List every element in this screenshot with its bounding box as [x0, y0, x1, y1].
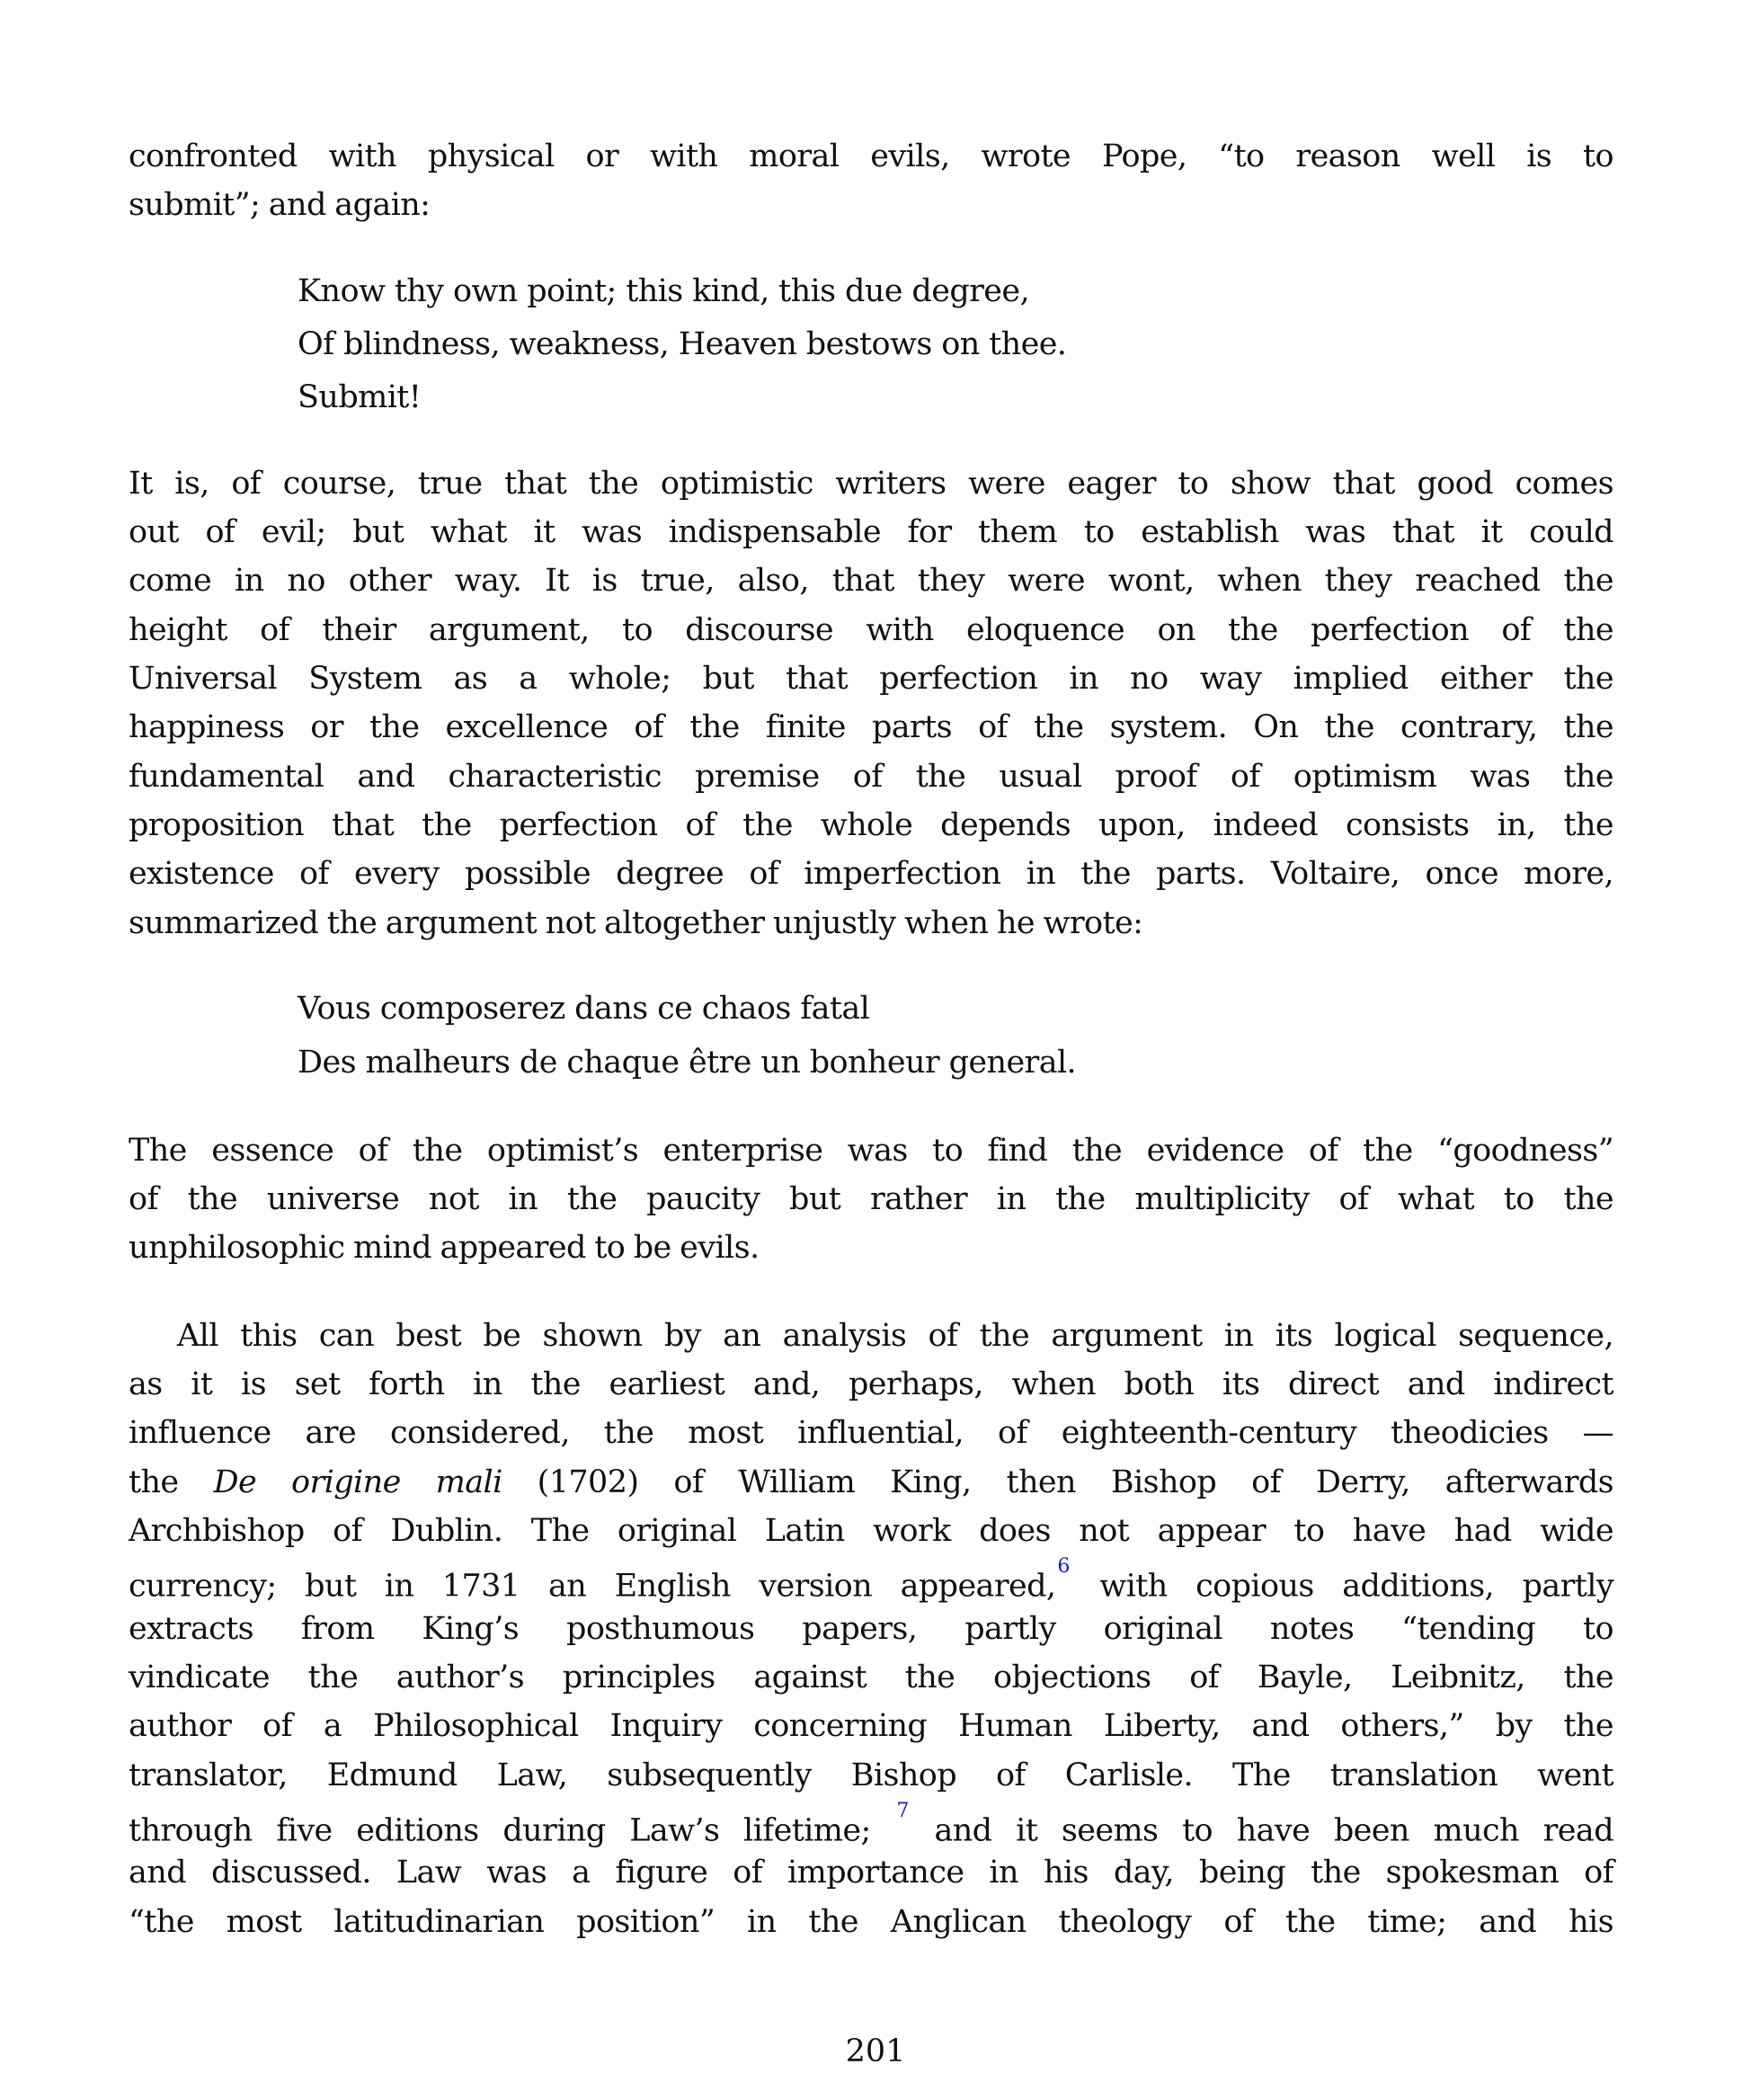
text-line: out of evil; but what it was indispensable for them to establish was that it could [129, 514, 1613, 550]
book-title-italic: De origine mali [213, 1464, 502, 1500]
verse-line: Vous composerez dans ce chaos fatal [298, 991, 870, 1027]
text-run: with copious additions, partly [1099, 1568, 1613, 1605]
text-line: height of their argument, to discourse with eloquence on the perfection of the [129, 612, 1613, 648]
verse-line: Submit! [298, 379, 422, 415]
text-line: summarized the argument not altogether unjustly when he wrote: [129, 905, 1143, 941]
text-line: fundamental and characteristic premise of the usual proof of optimism was the [129, 759, 1613, 795]
text-line: Universal System as a whole; but that perfection in no way implied either the [129, 661, 1613, 697]
text-line: author of a Philosophical Inquiry concerning Human Liberty, and others,” by the [129, 1708, 1613, 1744]
text-run: the [129, 1464, 179, 1500]
verse-line: Know thy own point; this kind, this due degree, [298, 273, 1030, 309]
text-line: come in no other way. It is true, also, that they were wont, when they reached the [129, 563, 1613, 599]
footnote-link-6[interactable]: 6 [1057, 1555, 1070, 1578]
text-line: vindicate the author’s principles against the objections of Bayle, Leibnitz, the [129, 1660, 1613, 1695]
text-line: happiness or the excellence of the finite parts of the system. On the contrary, the [129, 709, 1613, 745]
text-run: through five editions during Law’s lifetime; [129, 1812, 871, 1849]
text-line: translator, Edmund Law, subsequently Bishop of Carlisle. The translation went [129, 1757, 1613, 1793]
footnote-link-7[interactable]: 7 [896, 1800, 909, 1822]
text-line: submit”; and again: [129, 187, 431, 223]
text-line: Archbishop of Dublin. The original Latin work does not appear to have had wide [129, 1513, 1613, 1549]
text-line: The essence of the optimist’s enterprise was to find the evidence of the “goodness” [129, 1133, 1613, 1169]
verse-line: Des malheurs de chaque être un bonheur general. [298, 1045, 1077, 1081]
text-run: currency; but in 1731 an English version appeared, [129, 1568, 1056, 1605]
text-line: extracts from King’s posthumous papers, partly original notes “tending to [129, 1611, 1613, 1647]
text-line: All this can best be shown by an analysis of the argument in its logical sequence, [177, 1318, 1613, 1354]
text-line: as it is set forth in the earliest and, perhaps, when both its direct and indirect [129, 1366, 1613, 1402]
page-number: 201 [845, 2033, 906, 2069]
text-line: existence of every possible degree of imperfection in the parts. Voltaire, once more, [129, 856, 1613, 892]
text-line: and discussed. Law was a figure of importance in his day, being the spokesman of [129, 1855, 1613, 1891]
text-line: It is, of course, true that the optimistic writers were eager to show that good comes [129, 466, 1613, 502]
text-line: influence are considered, the most influential, of eighteenth-century theodicies — [129, 1415, 1613, 1451]
text-line [129, 1800, 1613, 1848]
text-line: confronted with physical or with moral evils, wrote Pope, “to reason well is to [129, 138, 1613, 174]
text-line: of the universe not in the paucity but rather in the multiplicity of what to the [129, 1181, 1613, 1217]
text-line: unphilosophic mind appeared to be evils. [129, 1230, 760, 1266]
text-line: proposition that the perfection of the whole depends upon, indeed consists in, the [129, 807, 1613, 843]
text-line [129, 1458, 1613, 1507]
text-line: “the most latitudinarian position” in the Anglican theology of the time; and his [129, 1904, 1613, 1940]
text-run: and it seems to have been much read [934, 1812, 1613, 1849]
text-run: (1702) of William King, then Bishop of Derry, afterwards [537, 1464, 1614, 1500]
text-line [129, 1555, 1613, 1604]
verse-line: Of blindness, weakness, Heaven bestows on thee. [298, 326, 1067, 362]
